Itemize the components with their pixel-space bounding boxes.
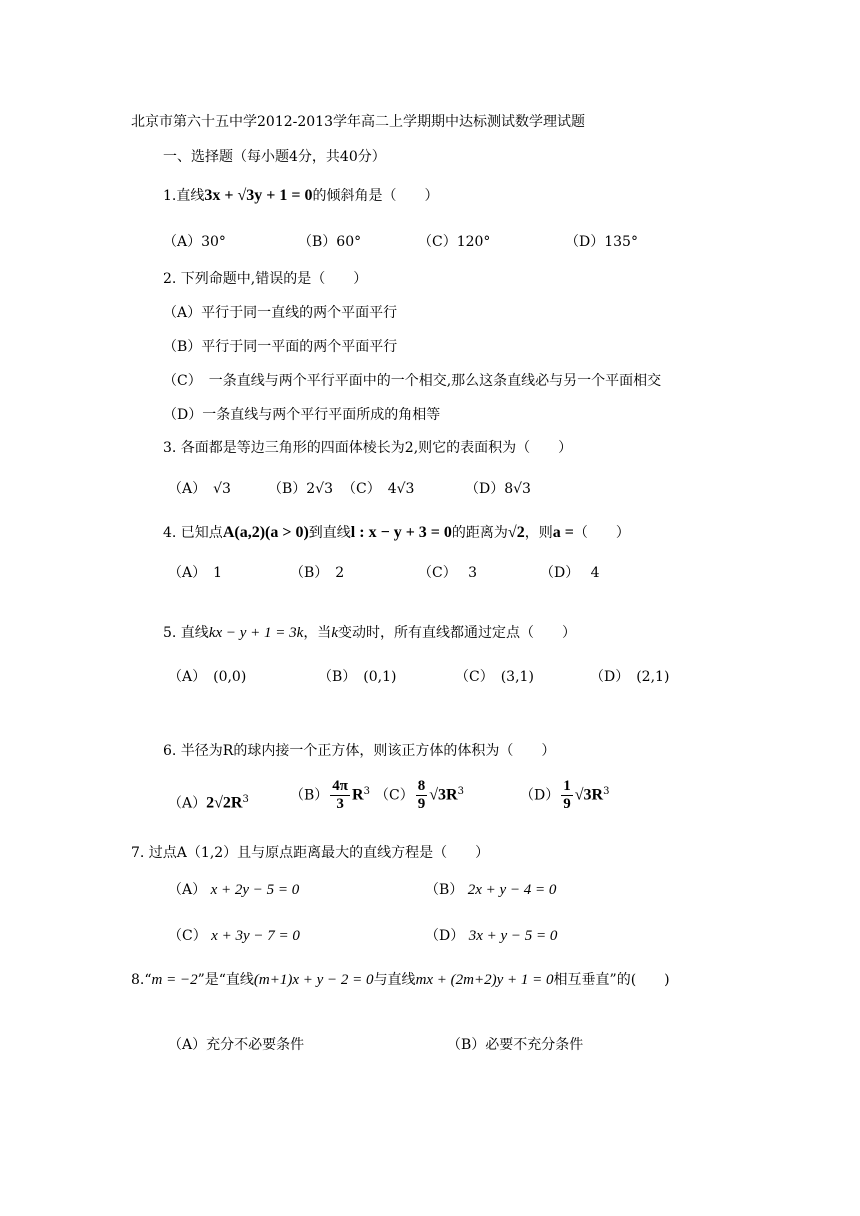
q4-stem-pre: 4. 已知点 — [163, 525, 223, 541]
q4-math-a: a = — [552, 524, 574, 541]
q6-option-c-exp: 3 — [457, 785, 464, 797]
q5-option-d: （D） (2,1) — [590, 669, 670, 685]
q2-option-c: （C） 一条直线与两个平行平面中的一个相交,那么这条直线必与另一个平面相交 — [163, 373, 662, 389]
q5-option-b: （B） (0,1) — [318, 669, 397, 685]
q6-option-b-label: （B） — [290, 787, 329, 804]
q6-option-a-label: （A） — [168, 795, 207, 812]
q7-option-b-eq: 2x + y − 4 = 0 — [467, 882, 557, 898]
q2-option-a: （A）平行于同一直线的两个平面平行 — [163, 305, 398, 321]
q4-math-line: l : x − y + 3 = 0 — [350, 524, 452, 541]
q1-option-c: （C）120° — [418, 234, 491, 250]
q8-mid2: 与直线 — [373, 972, 416, 988]
q7-option-d — [425, 926, 557, 946]
q4-stem-post: （ ） — [573, 525, 630, 541]
q4-math-distance: √2 — [507, 524, 525, 541]
question-4 — [163, 523, 630, 543]
q5-stem-pre: 5. 直线 — [163, 625, 209, 641]
q6-option-b — [290, 778, 370, 813]
q6-option-c — [375, 778, 464, 813]
q7-option-d-label: （D） — [425, 928, 465, 944]
q4-mid1: 到直线 — [308, 525, 351, 541]
question-5 — [163, 623, 576, 643]
section-heading: 一、选择题（每小题4分，共40分） — [163, 149, 386, 165]
q7-option-d-eq: 3x + y − 5 = 0 — [468, 928, 558, 944]
q6-option-b-fraction — [330, 778, 350, 813]
q6-option-c-num: 8 — [417, 778, 426, 794]
q4-option-d: （D） 4 — [540, 565, 600, 581]
question-6: 6. 半径为R的球内接一个正方体，则该正方体的体积为（ ） — [163, 743, 556, 759]
q5-option-c: （C） (3,1) — [455, 669, 534, 685]
question-8 — [131, 970, 670, 990]
q4-mid2: 的距离为 — [451, 525, 508, 541]
q6-option-c-label: （C） — [375, 787, 414, 804]
q6-option-c-fraction — [416, 778, 428, 813]
q5-mid1: ，当 — [303, 625, 332, 641]
q8-stem-pre: 8.“ — [131, 972, 152, 988]
q3-option-a: （A） √3 — [168, 481, 231, 497]
q6-option-c-tail: √3R — [429, 786, 458, 804]
q2-option-d: （D）一条直线与两个平行平面所成的角相等 — [163, 407, 441, 423]
q7-option-c-label: （C） — [168, 928, 207, 944]
q6-option-a — [168, 790, 249, 814]
q6-option-d-num: 1 — [563, 778, 571, 794]
question-3: 3. 各面都是等边三角形的四面体棱长为2,则它的表面积为（ ） — [163, 440, 573, 456]
q7-option-b-label: （B） — [425, 882, 464, 898]
q1-option-b: （B）60° — [298, 234, 362, 250]
q6-option-b-num: 4π — [332, 778, 349, 794]
q8-math-m: m = −2 — [151, 972, 198, 988]
q8-option-a: （A）充分不必要条件 — [168, 1037, 305, 1053]
q4-math-point: A(a,2)(a > 0) — [222, 524, 309, 541]
q6-option-b-exp: 3 — [363, 785, 370, 797]
q4-option-a: （A） 1 — [168, 565, 223, 581]
q7-option-c — [168, 926, 300, 946]
q4-mid3: ，则 — [524, 525, 553, 541]
q5-stem-post: 变动时，所有直线都通过定点（ ） — [337, 625, 576, 641]
q7-option-b — [425, 880, 556, 900]
q6-option-d — [520, 778, 609, 813]
q3-option-b: （B）2√3 — [268, 481, 334, 497]
q6-option-a-math: 2√2R — [206, 794, 243, 812]
q6-option-c-den: 9 — [417, 796, 426, 812]
q6-option-d-fraction — [561, 778, 573, 813]
q2-option-b: （B）平行于同一平面的两个平面平行 — [163, 339, 398, 355]
q5-math-k: k — [331, 625, 338, 641]
q6-option-d-tail: √3R — [574, 786, 604, 804]
question-1 — [163, 186, 439, 206]
q6-option-d-exp: 3 — [603, 785, 610, 797]
page-title: 北京市第六十五中学2012-2013学年高二上学期期中达标测试数学理试题 — [131, 114, 585, 130]
q8-math-line2: mx + (2m+2)y + 1 = 0 — [415, 972, 554, 988]
question-7: 7. 过点A（1,2）且与原点距离最大的直线方程是（ ） — [131, 845, 490, 861]
q4-option-c: （C） 3 — [418, 565, 478, 581]
q7-option-a — [168, 880, 299, 900]
q8-stem-post: 相互垂直”的( ) — [553, 972, 670, 988]
q1-stem-pre: 1.直线 — [163, 188, 205, 204]
q1-math: 3x + √3y + 1 = 0 — [204, 187, 313, 204]
q6-option-b-den: 3 — [336, 796, 344, 812]
q5-option-a: （A） (0,0) — [168, 669, 247, 685]
q6-option-a-exp: 3 — [242, 794, 249, 805]
q1-stem-post: 的倾斜角是（ ） — [312, 188, 439, 204]
q1-option-a: （A）30° — [163, 234, 226, 250]
q8-option-b: （B）必要不充分条件 — [447, 1037, 584, 1053]
q5-math-line: kx − y + 1 = 3k — [208, 625, 304, 641]
q7-option-a-eq: x + 2y − 5 = 0 — [210, 882, 300, 898]
q6-option-b-tail: R — [352, 786, 364, 804]
question-2: 2. 下列命题中,错误的是（ ） — [163, 271, 368, 287]
q7-option-c-eq: x + 3y − 7 = 0 — [211, 928, 300, 944]
q1-option-d: （D）135° — [565, 234, 638, 250]
q3-option-c: （C） 4√3 — [342, 481, 415, 497]
q6-option-d-label: （D） — [520, 787, 560, 804]
q3-option-d: （D）8√3 — [465, 481, 531, 497]
q4-option-b: （B） 2 — [290, 565, 345, 581]
q6-option-d-den: 9 — [563, 796, 571, 812]
q8-mid1: ”是“直线 — [197, 972, 254, 988]
q8-math-line1: (m+1)x + y − 2 = 0 — [253, 972, 374, 988]
q7-option-a-label: （A） — [168, 882, 207, 898]
